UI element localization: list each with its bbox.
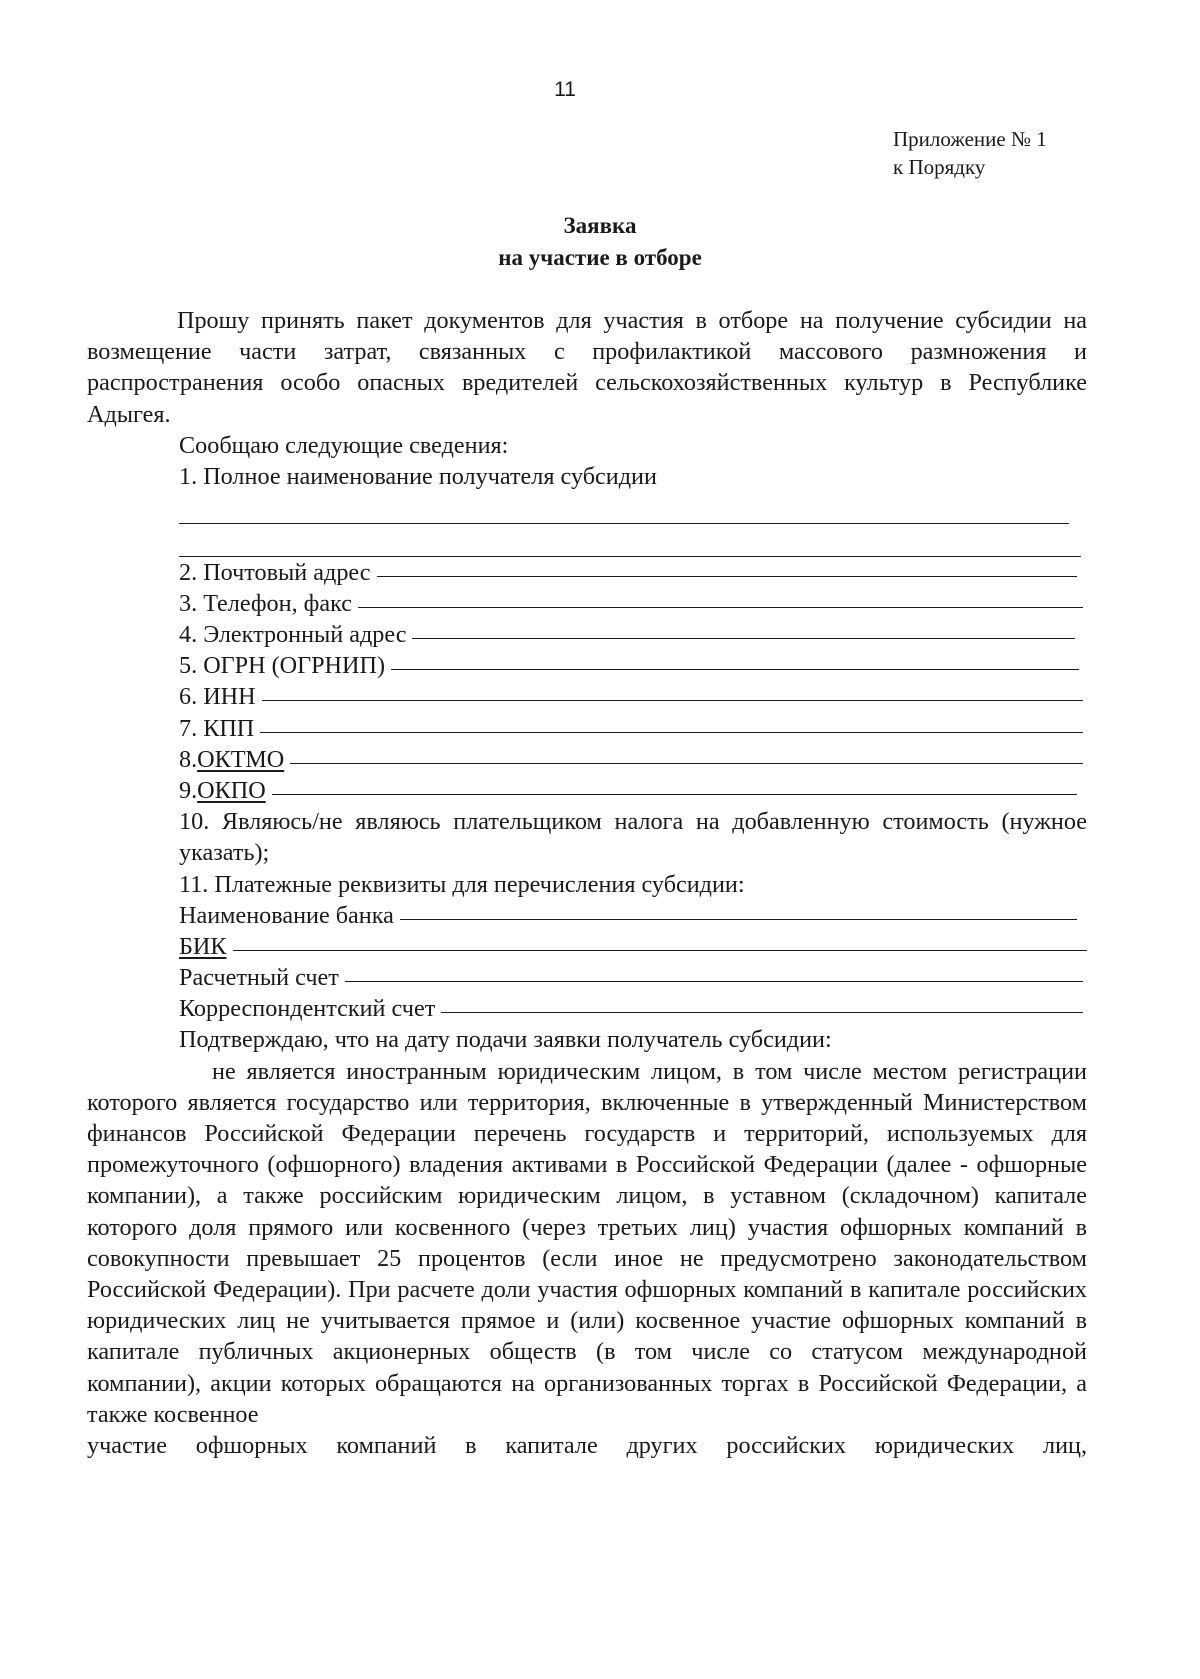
field-full-name-blank-2[interactable] (179, 524, 1081, 556)
field-kpp-blank[interactable] (260, 732, 1083, 733)
field-full-name-blank-1[interactable] (179, 492, 1069, 524)
application-body (87, 305, 1087, 1461)
field-postal-label: 2. Почтовый адрес (179, 558, 371, 586)
intro-paragraph: Прошу принять пакет документов для участия в отборе на получение субсидии на возмещение части затрат, связанных с профилактикой массового размножения и распространения особо опасных вредителей сельскохозяйственных культур в Республике Адыгея. (87, 307, 1087, 428)
vat-statement: 10. Являюсь/не являюсь плательщиком налога на добавленную стоимость (нужное указать); (179, 808, 1087, 867)
field-phone (87, 588, 1087, 619)
field-bank-name-label: Наименование банка (179, 901, 394, 929)
appendix-line-2: к Порядку (893, 155, 986, 179)
field-ogrn (87, 650, 1087, 681)
field-bank-name-blank[interactable] (400, 919, 1077, 920)
document-title (0, 210, 1200, 274)
title-line-2: на участие в отборе (498, 245, 702, 270)
report-line: Сообщаю следующие сведения: (179, 431, 509, 459)
page-number: 11 (554, 78, 576, 101)
field-ogrn-label: 5. ОГРН (ОГРНИП) (179, 652, 386, 680)
field-inn-label: 6. ИНН (179, 683, 256, 711)
field-corr-account-blank[interactable] (441, 1012, 1083, 1013)
field-email-blank[interactable] (412, 638, 1075, 639)
field-phone-blank[interactable] (358, 607, 1083, 608)
field-bik (87, 931, 1087, 962)
field-bik-label: БИК (179, 932, 227, 960)
field-oktmo-blank[interactable] (290, 763, 1083, 764)
field-okpo-blank[interactable] (272, 794, 1077, 795)
bank-heading: 11. Платежные реквизиты для перечисления субсидии: (179, 870, 745, 898)
field-ogrn-blank[interactable] (391, 669, 1079, 670)
field-kpp (87, 713, 1087, 744)
field-inn (87, 681, 1087, 712)
field-corr-account-label: Корреспондентский счет (179, 995, 436, 1023)
field-account (87, 962, 1087, 993)
title-line-1: Заявка (563, 213, 637, 238)
field-okpo-number: 9. (179, 776, 198, 804)
field-bank-name (87, 900, 1087, 931)
field-okpo (87, 775, 1087, 806)
field-oktmo (87, 744, 1087, 775)
field-email-label: 4. Электронный адрес (179, 620, 407, 648)
field-oktmo-label: ОКТМО (197, 745, 285, 773)
field-account-label: Расчетный счет (179, 964, 339, 992)
field-account-blank[interactable] (345, 981, 1083, 982)
field-kpp-label: 7. КПП (179, 714, 255, 742)
field-phone-label: 3. Телефон, факс (179, 589, 352, 617)
confirm-line: Подтверждаю, что на дату подачи заявки получатель субсидии: (179, 1026, 832, 1054)
field-full-name-label: 1. Полное наименование получателя субсидии (179, 463, 657, 491)
appendix-line-1: Приложение № 1 (893, 127, 1047, 151)
field-postal (87, 557, 1087, 588)
field-okpo-label: ОКПО (197, 776, 266, 804)
field-bik-blank[interactable] (233, 950, 1088, 951)
statement-paragraph: не является иностранным юридическим лицом, в том числе местом регистрации которого является государство или территория, включенные в утвержденный Министерством финансов Российской Федерации перечень государств и территорий, используемых для промежуточного (офшорного) владения активами в Российской Федерации (далее - офшорные компании), а также российским юридическим лицом, в уставном (складочном) капитале которого доля прямого или косвенного (через третьих лиц) участия офшорных компаний в совокупности превышает 25 процентов (если иное не предусмотрено законодательством Российской Федерации). При расчете доли участия офшорных компаний в капитале российских юридических лиц не учитывается прямое и (или) косвенное участие офшорных компаний в капитале публичных акционерных обществ (в том числе со статусом международной компании), акции которых обращаются на организованных торгах в Российской Федерации, а также косвенное (87, 1057, 1087, 1428)
field-inn-blank[interactable] (262, 700, 1083, 701)
field-postal-blank[interactable] (377, 576, 1077, 577)
statement-last-line: участие офшорных компаний в капитале других российских юридических лиц, (87, 1432, 1087, 1460)
field-corr-account (87, 993, 1087, 1024)
field-oktmo-number: 8. (179, 745, 198, 773)
appendix-note (893, 125, 1047, 181)
field-email (87, 619, 1087, 650)
